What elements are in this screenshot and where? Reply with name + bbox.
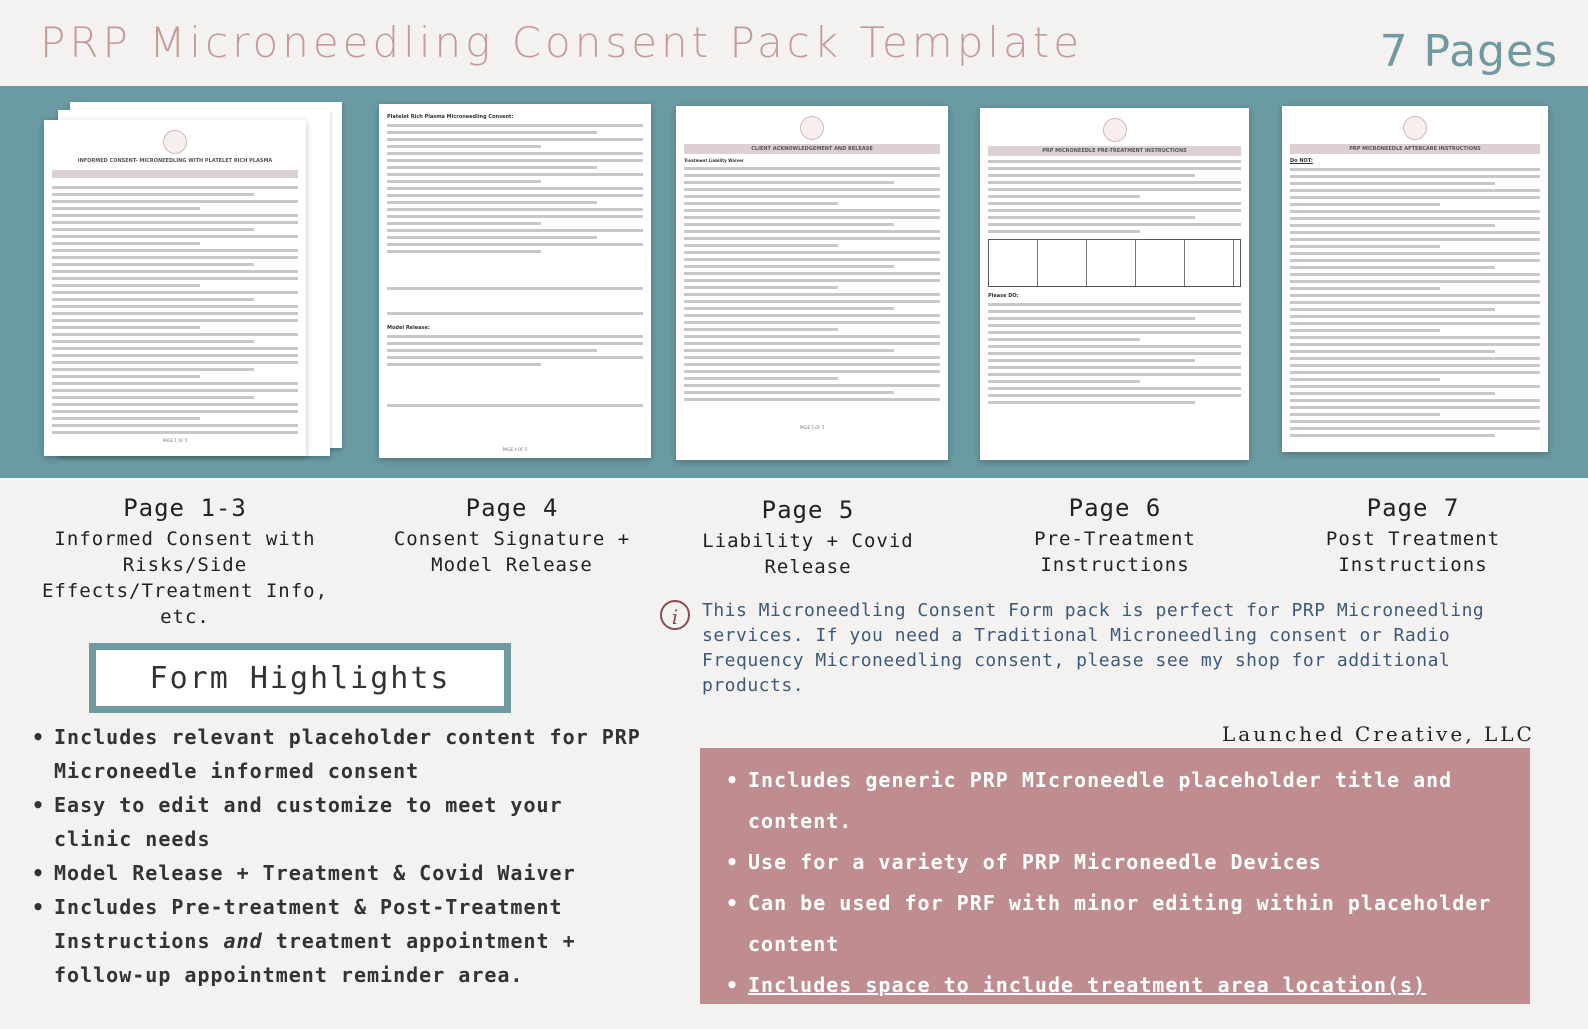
feature-item: • Can be used for PRF with minor editing within placeholder content	[726, 883, 1510, 965]
document-preview-5[interactable]	[1282, 106, 1548, 452]
page-label-number: Page 4	[465, 494, 559, 522]
form-highlights-title: Form Highlights	[96, 650, 504, 706]
page-label-6	[1000, 494, 1230, 578]
document-footer: PAGE 4 OF 5	[502, 447, 528, 452]
page-label-5	[660, 496, 956, 580]
features-box	[700, 748, 1530, 1004]
page-label-description: Pre-Treatment Instructions	[1034, 528, 1196, 576]
section-heading: Model Release:	[387, 325, 430, 331]
info-icon: i	[660, 600, 690, 630]
info-text: This Microneedling Consent Form pack is perfect for PRP Microneedling services. If you need a Traditional Microneedling consent or Radio Frequency Microneedling consent, please see my shop for additional products.	[702, 600, 1485, 696]
logo-icon	[163, 130, 187, 154]
section-heading: Do NOT:	[1290, 158, 1313, 164]
highlight-item: • Includes relevant placeholder content for PRP Microneedle informed consent	[30, 720, 650, 788]
highlight-item: • Model Release + Treatment & Covid Waiver	[30, 856, 650, 890]
company-name: Launched Creative, LLC	[1222, 722, 1535, 746]
page-label-description: Post Treatment Instructions	[1325, 528, 1501, 576]
document-footer: PAGE 5 OF 5	[799, 425, 825, 430]
page-count: 7 Pages	[1379, 26, 1558, 77]
highlight-emphasis: and	[223, 929, 263, 953]
page-label-description: Informed Consent with Risks/Side Effects/Treatment Info, etc.	[41, 528, 329, 628]
feature-item: • Use for a variety of PRP Microneedle Devices	[726, 842, 1510, 883]
page-label-4	[380, 494, 644, 578]
highlight-item	[30, 890, 650, 992]
logo-icon	[1103, 118, 1127, 142]
document-title: PRP MICRONEEDLE PRE-TREATMENT INSTRUCTIONS	[988, 146, 1241, 156]
document-title: INFORMED CONSENT- MICRONEEDLING WITH PLATELET RICH PLASMA	[77, 158, 273, 164]
page-label-number: Page 7	[1366, 494, 1460, 522]
page-label-number: Page 6	[1068, 494, 1162, 522]
form-highlights-heading-box	[89, 643, 511, 713]
feature-item: • Includes generic PRP MIcroneedle placeholder title and content.	[726, 760, 1510, 842]
document-title: PRP MICRONEEDLE AFTERCARE INSTRUCTIONS	[1290, 144, 1540, 154]
page-label-description: Consent Signature + Model Release	[393, 528, 631, 576]
logo-icon	[1403, 116, 1427, 140]
page-label-7	[1282, 494, 1544, 578]
document-preview-4[interactable]	[980, 108, 1249, 460]
features-list	[726, 760, 1510, 1006]
page-label-description: Liability + Covid Release	[702, 530, 914, 578]
document-preview-3[interactable]	[676, 106, 948, 460]
schedule-table	[988, 239, 1241, 287]
logo-icon	[800, 116, 824, 140]
highlight-text: treatment appointment + follow-up appointment reminder area.	[54, 929, 576, 987]
feature-item-underlined: Includes space to include treatment area location(s)	[748, 973, 1427, 997]
document-preview-2[interactable]	[379, 104, 651, 458]
section-heading: Please DO:	[988, 293, 1019, 299]
document-preview-1[interactable]	[44, 120, 306, 456]
document-title: Platelet Rich Plasma Microneedling Consent:	[387, 114, 514, 120]
page-title: PRP Microneedling Consent Pack Template	[40, 18, 1084, 67]
highlight-text: Includes Pre-treatment & Post-Treatment Instructions	[54, 895, 563, 953]
page-label-1	[20, 494, 350, 630]
page-label-number: Page 1-3	[123, 494, 247, 522]
section-heading: Treatment Liability Waiver	[684, 158, 744, 163]
document-footer: PAGE 1 OF 5	[162, 438, 188, 443]
highlight-item: • Easy to edit and customize to meet your clinic needs	[30, 788, 650, 856]
highlights-list	[30, 720, 650, 992]
page-label-number: Page 5	[761, 496, 855, 524]
feature-item	[726, 965, 1510, 1006]
document-title: CLIENT ACKNOWLEDGEMENT AND RELEASE	[684, 144, 940, 154]
